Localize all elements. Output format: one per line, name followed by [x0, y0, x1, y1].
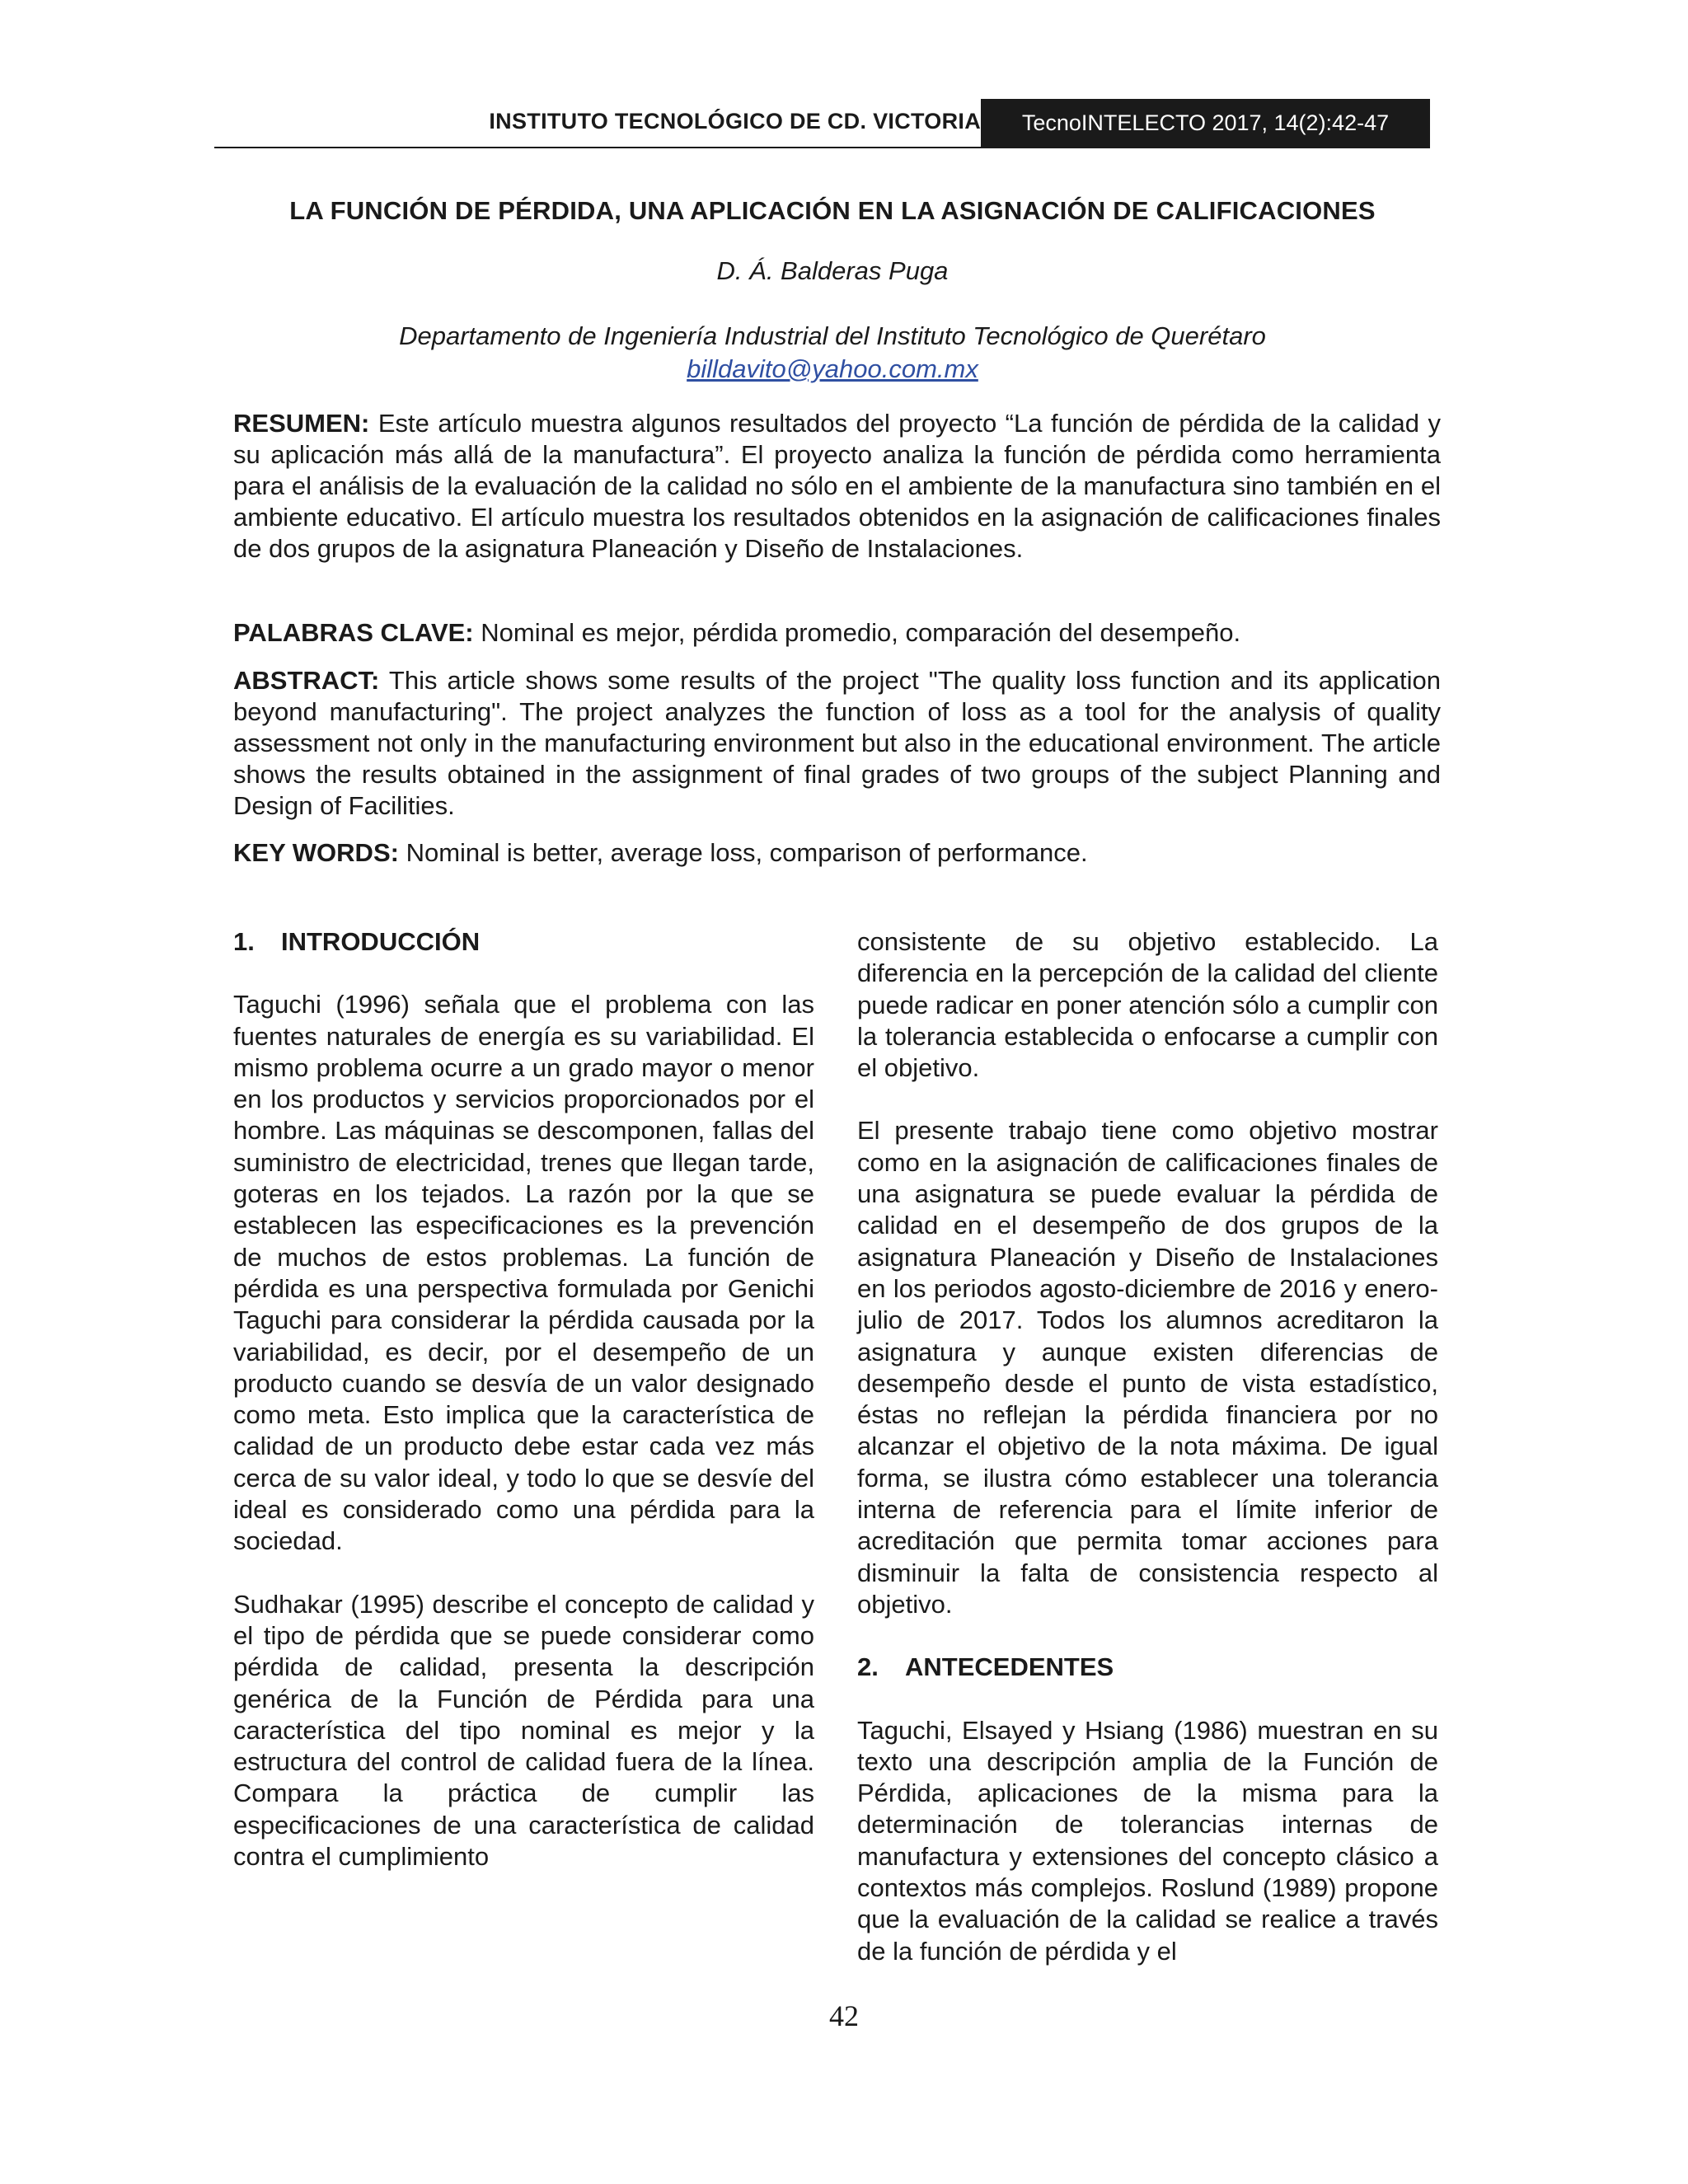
- left-column: [233, 926, 814, 1904]
- section-number: 2.: [857, 1652, 879, 1682]
- paragraph: Taguchi, Elsayed y Hsiang (1986) muestran en su texto una descripción amplia de la Función de Pérdida, aplicaciones de la misma para la determinación de tolerancias internas de manufactura y extensiones del concepto clásico a contextos más complejos. Roslund (1989) propone que la evaluación de la calidad se realice a través de la función de pérdida y el: [857, 1715, 1438, 1966]
- paragraph: Taguchi (1996) señala que el problema con las fuentes naturales de energía es su variabilidad. El mismo problema ocurre a un grado mayor o menor en los productos y servicios proporcionados por el hombre. Las máquinas se descomponen, fallas del suministro de electricidad, trenes que llegan tarde, goteras en los tejados. La razón por la que se establecen las especificaciones es la prevención de muchos de estos problemas. La función de pérdida es una perspectiva formulada por Genichi Taguchi para considerar la pérdida causada por la variabilidad, es decir, por el desempeño de un producto cuando se desvía de un valor designado como meta. Esto implica que la característica de calidad de un producto debe estar cada vez más cerca de su valor ideal, y todo lo que se desvíe del ideal es considerado como una pérdida para la sociedad.: [233, 990, 814, 1556]
- key-words-text: Nominal is better, average loss, comparison of performance.: [406, 838, 1088, 867]
- right-column: [857, 926, 1438, 1999]
- institution-name: INSTITUTO TECNOLÓGICO DE CD. VICTORIA: [489, 109, 981, 134]
- palabras-clave-label: PALABRAS CLAVE:: [233, 618, 474, 647]
- article-title: LA FUNCIÓN DE PÉRDIDA, UNA APLICACIÓN EN LA ASIGNACIÓN DE CALIFICACIONES: [289, 196, 1376, 225]
- page-number: 42: [829, 1999, 859, 2032]
- affiliation: Departamento de Ingeniería Industrial del Instituto Tecnológico de Querétaro: [399, 321, 1266, 350]
- paragraph: consistente de su objetivo establecido. La diferencia en la percepción de la calidad del cliente puede radicar en poner atención sólo a cumplir con la tolerancia establecida o enfocarse a cumplir con el objetivo.: [857, 927, 1438, 1083]
- palabras-clave-text: Nominal es mejor, pérdida promedio, comparación del desempeño.: [481, 618, 1241, 647]
- author-name: D. Á. Balderas Puga: [716, 256, 949, 285]
- affiliation-block: [231, 320, 1434, 386]
- key-words-label: KEY WORDS:: [233, 838, 399, 867]
- resumen-label: RESUMEN:: [233, 409, 370, 438]
- key-words-block: [233, 837, 1441, 869]
- section-heading-introduccion: [233, 926, 814, 958]
- resumen-text: Este artículo muestra algunos resultados del proyecto “La función de pérdida de la calidad y su aplicación más allá de la manufactura”. El proyecto analiza la función de pérdida como herramienta para el análisis de la evaluación de la calidad no sólo en el ambiente de la manufactura sino también en el ambiente educativo. El artículo muestra los resultados obtenidos en la asignación de calificaciones finales de dos grupos de la asignatura Planeación y Diseño de Instalaciones.: [233, 409, 1441, 563]
- journal-citation-badge: TecnoINTELECTO 2017, 14(2):42-47: [981, 99, 1430, 147]
- section-title: INTRODUCCIÓN: [281, 927, 481, 956]
- section-number: 1.: [233, 927, 255, 956]
- abstract-text: This article shows some results of the project "The quality loss function and its application beyond manufacturing". The project analyzes the function of loss as a tool for the analysis of quality assessment not only in the manufacturing environment but also in the educational environment. The article shows the results obtained in the assignment of final grades of two groups of the subject Planning and Design of Facilities.: [233, 666, 1441, 820]
- author-email-link[interactable]: billdavito@yahoo.com.mx: [687, 354, 978, 383]
- section-title: ANTECEDENTES: [905, 1652, 1114, 1682]
- paragraph: El presente trabajo tiene como objetivo mostrar como en la asignación de calificaciones finales de una asignatura se puede evaluar la pérdida de calidad en el desempeño de dos grupos de la asignatura Planeación y Diseño de Instalaciones en los periodos agosto-diciembre de 2016 y enero-julio de 2017. Todos los alumnos acreditaron la asignatura y aunque existen diferencias de desempeño desde el punto de vista estadístico, éstas no reflejan la pérdida financiera por no alcanzar el objetivo de la nota máxima. De igual forma, se ilustra cómo establecer una tolerancia interna de referencia para el límite inferior de acreditación que permita tomar acciones para disminuir la falta de consistencia respecto al objetivo.: [857, 1116, 1438, 1619]
- section-heading-antecedentes: [857, 1652, 1438, 1683]
- abstract-label: ABSTRACT:: [233, 666, 380, 695]
- palabras-clave-block: [233, 617, 1441, 649]
- paragraph: Sudhakar (1995) describe el concepto de calidad y el tipo de pérdida que se puede considerar como pérdida de calidad, presenta la descripción genérica de la Función de Pérdida para una característica del tipo nominal es mejor y la estructura del control de calidad fuera de la línea. Compara la práctica de cumplir las especificaciones de una característica de calidad contra el cumplimiento: [233, 1589, 814, 1872]
- resumen-block: [233, 408, 1441, 565]
- abstract-block: [233, 665, 1441, 822]
- running-header: [214, 99, 1430, 148]
